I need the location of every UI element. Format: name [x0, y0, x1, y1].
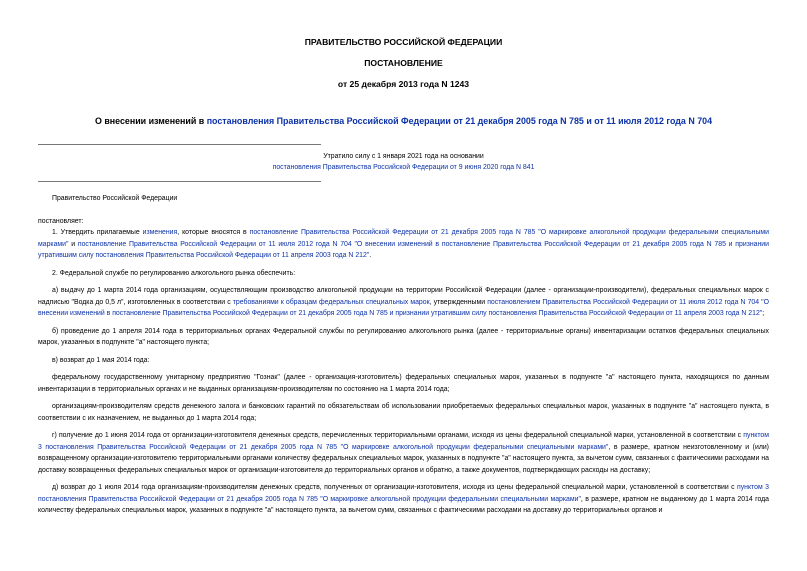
paragraph-2: 2. Федеральной службе по регулированию алкогольного рынка обеспечить: [52, 269, 296, 277]
title-prefix: О внесении изменений в [94, 116, 207, 126]
document-type: ПОСТАНОВЛЕНИЕ [364, 58, 443, 68]
requirements-link[interactable]: требованиями к образцам федеральных специальных марок [232, 298, 430, 306]
document-body [38, 193, 769, 517]
government-line: Правительство Российской Федерации [52, 195, 178, 202]
subparagraph-d: д) возврат до 1 июля 2014 года организациям-производителям денежных средств, полученных от организации-изготовителя, исходя из цены федеральной специальной марки, установленной в соответствии с пунктом 3 постановления Правительства Российской Федерации от 21 декабря 2005 года N 785 "О маркировке алкогольной продукции федеральными специальными марками", в размере, кратном не выданному до 1 марта 2014 года количеству федеральных специальных марок, указанных в подпункте "а" настоящего пункта, за вычетом сумм, связанных с фактическими расходами на доставку до территориальных органов и [38, 484, 769, 514]
point-3-resolution-785-link[interactable]: пунктом 3 постановления Правительства Российской Федерации от 21 декабря 2005 года N 785 "О маркировке алкогольной продукции федеральными специальными марками" [38, 432, 769, 451]
resolution-704-link[interactable]: постановление Правительства Российской Федерации от 11 июля 2012 года N 704 "О внесении изменений в постановление Правительства Российской Федерации от 21 декабря 2005 года N 785 и признании утратившим силу постановления Правительства Российской Федерации от 11 апреля 2003 года N 212" [38, 240, 770, 259]
subparagraph-a: а) выдачу до 1 марта 2014 года организациям, осуществляющим производство алкогольной продукции на территории Российской Федерации (далее - организации-производители), федеральных специальных марок с надписью "Водка до 0,5 л", изготовленных в соответствии с требованиями к образцам федеральных специальных марок, утвержденными постановлением Правительства Российской Федерации от 11 июля 2012 года N 704 "О внесении изменений в постановление Правительства Российской Федерации от 21 декабря 2005 года N 785 и признании утратившим силу постановления Правительства Российской Федерации от 11 апреля 2003 года N 212"; [38, 287, 769, 317]
paragraph-1: 1. Утвердить прилагаемые изменения, которые вносятся в постановление Правительства Российской Федерации от 21 декабря 2005 года N 785 "О маркировке алкогольной продукции федеральными специальными марками" и постановление Правительства Российской Федерации от 11 июля 2012 года N 704 "О внесении изменений в постановление Правительства Российской Федерации от 21 декабря 2005 года N 785 и признании утратившим силу постановления Правительства Российской Федерации от 11 апреля 2003 года N 212". [38, 229, 770, 259]
repeal-notice-text: Утратило силу с 1 января 2021 года на основании [323, 153, 484, 160]
repeal-basis-link[interactable]: постановления Правительства Российской Федерации от 9 июня 2020 года N 841 [272, 164, 535, 171]
subparagraph-v-item-2: организациям-производителям средств денежного залога и банковских гарантий по обязательствам об использовании приобретаемых федеральных специальных марок, указанных в подпункте "а" настоящего пункта, в соответствии с их назначением, не выданных до 1 марта 2014 года; [38, 403, 769, 422]
government-header: ПРАВИТЕЛЬСТВО РОССИЙСКОЙ ФЕДЕРАЦИИ [304, 37, 503, 47]
title-amended-acts-link[interactable]: постановления Правительства Российской Федерации от 21 декабря 2005 года N 785 и от 11 июля 2012 года N 704 [206, 116, 713, 126]
subparagraph-b: б) проведение до 1 апреля 2014 года в территориальных органах Федеральной службы по регулированию алкогольного рынка (далее - территориальные органы) инвентаризации остатков федеральных специальных марок, указанных в подпункте "а" настоящего пункта; [38, 327, 769, 346]
repeal-notice [38, 151, 769, 173]
point-3-resolution-785-link-2[interactable]: пунктом 3 постановления Правительства Российской Федерации от 21 декабря 2005 года N 785 "О маркировке алкогольной продукции федеральными специальными марками" [38, 484, 769, 503]
decides-line: постановляет: [38, 217, 84, 225]
resolution-704-link-2[interactable]: постановлением Правительства Российской Федерации от 11 июля 2012 года N 704 "О внесении изменений в постановление Правительства Российской Федерации от 21 декабря 2005 года N 785 и признании утратившим силу постановления Правительства Российской Федерации от 11 апреля 2003 года N 212" [38, 298, 769, 317]
subparagraph-g: г) получение до 1 июня 2014 года от организации-изготовителя денежных средств, перечисленных территориальными органами, исходя из цены федеральной специальной марки, установленной в соответствии с пунктом 3 постановления Правительства Российской Федерации от 21 декабря 2005 года N 785 "О маркировке алкогольной продукции федеральными специальными марками", в размере, кратном неизготовленному и (или) возвращенному организации-изготовителю территориальными органами количеству федеральных специальных марок, указанных в подпункте "а" настоящего пункта, за вычетом сумм, связанных с фактическими расходами на доставку возвращенных федеральных специальных марок от организации-изготовителя до территориальных органов и обратно, а также документов, подтверждающих расходы на доставку; [38, 432, 769, 474]
divider-top [38, 144, 321, 145]
divider-bottom [38, 181, 321, 182]
amendments-link[interactable]: изменения [142, 229, 178, 236]
subparagraph-v-item-1: федеральному государственному унитарному предприятию "Гознак" (далее - организация-изготовитель) федеральных специальных марок, указанных в подпункте "а" настоящего пункта, находящихся по данным инвентаризации в территориальных органах и не выданных организациям-производителям по состоянию на 1 марта 2014 года; [38, 374, 769, 393]
resolution-785-link[interactable]: постановление Правительства Российской Федерации от 21 декабря 2005 года N 785 "О маркировке алкогольной продукции федеральными специальными марками" [38, 229, 770, 248]
subparagraph-v: в) возврат до 1 мая 2014 года: [52, 356, 150, 364]
document-date-number: от 25 декабря 2013 года N 1243 [337, 79, 470, 89]
document-title [38, 90, 769, 127]
